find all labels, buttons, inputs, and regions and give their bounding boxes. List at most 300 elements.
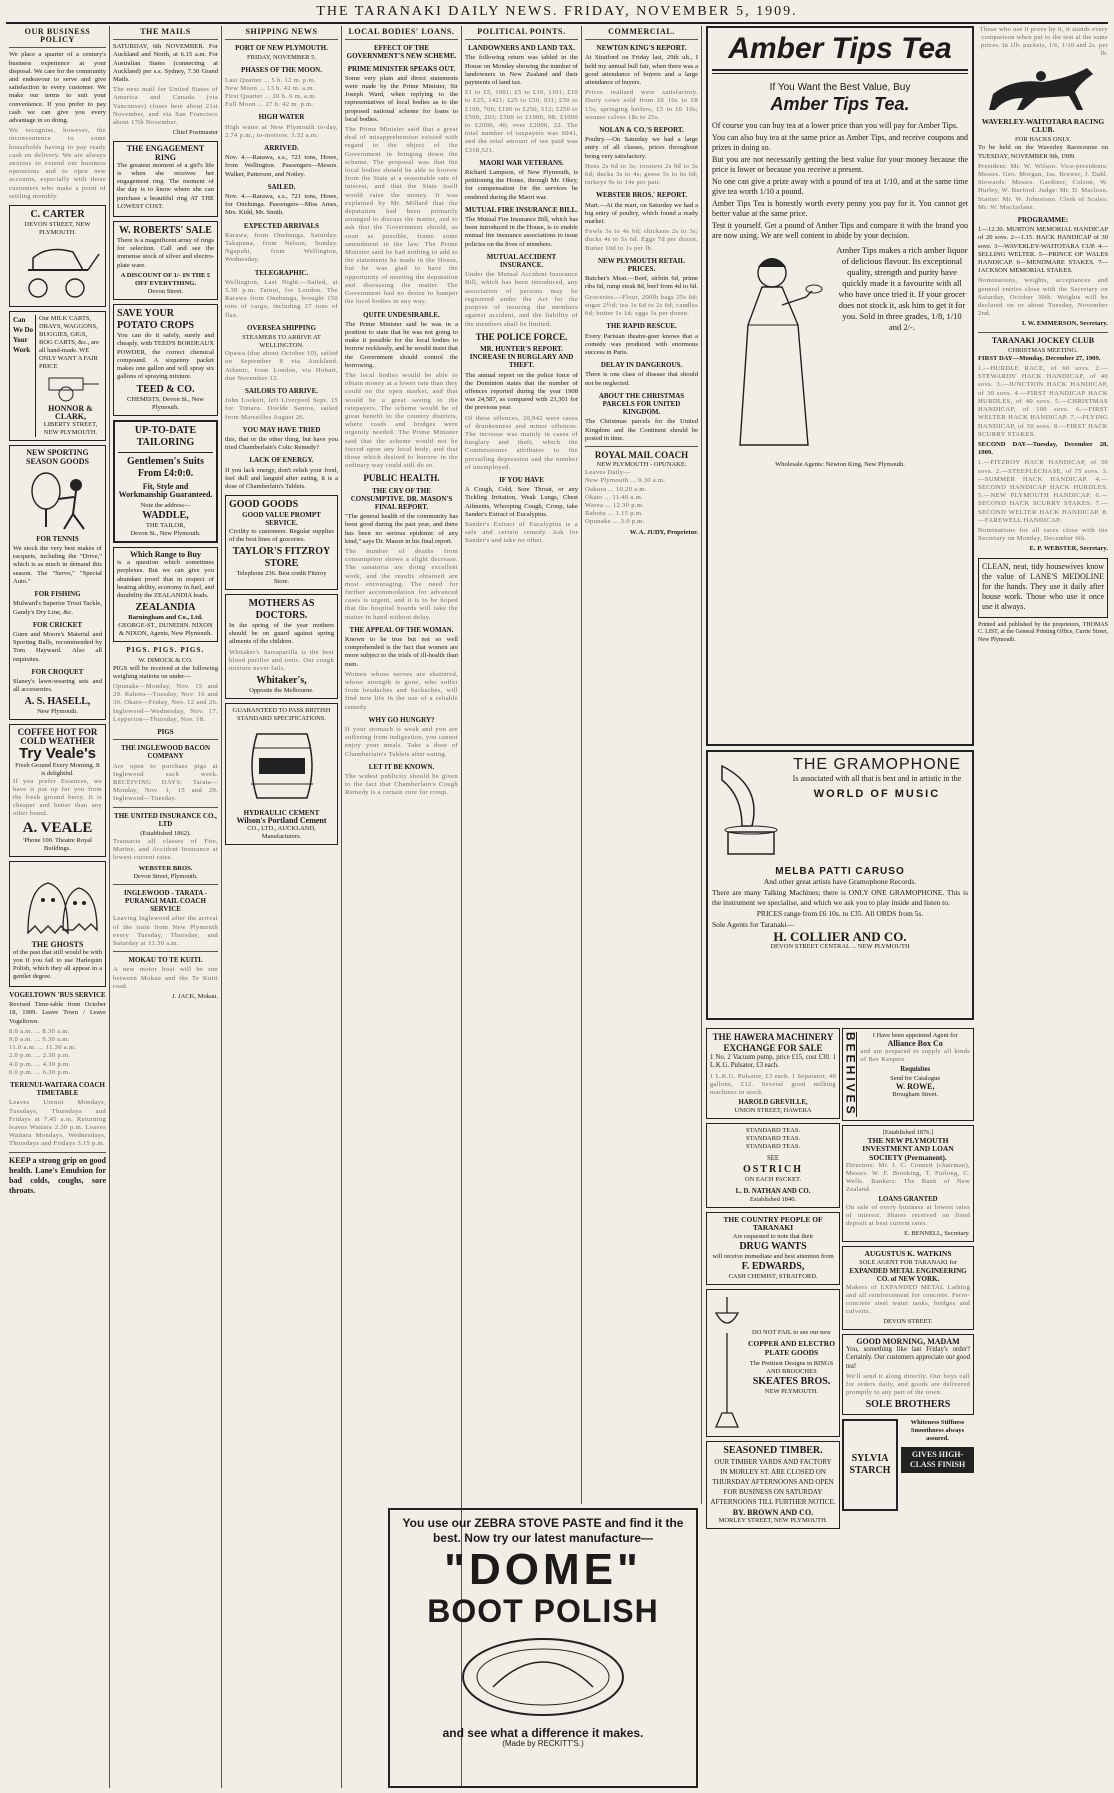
pram-illustration xyxy=(13,240,103,300)
world-of-music: WORLD OF MUSIC xyxy=(813,788,941,800)
standard-teas-3: STANDARD TEAS. xyxy=(745,1143,801,1151)
skeates-text-1: DO NOT FAIL to see our new xyxy=(752,1329,831,1337)
drug-wants: DRUG WANTS xyxy=(739,1240,807,1252)
amber-sidebar-text: Those who use it prove by it, it stands every comparison when put to the test at the same prices. In 1lb. packets, 1/6, 1/10 and 2s. per lb. xyxy=(979,26,1108,57)
skeates-designs: The Prettiest Designs in RINGS AND BROOCHES xyxy=(749,1360,834,1376)
filler-text: On sale of every business at lowest rates of interest. Shares received on fixed deposit at best current rates. xyxy=(846,1204,970,1228)
column-mails xyxy=(110,26,222,1788)
filler-text: The local bodies would be able to obtain money at a lower rate than they could on the open market, and that would be a great saving to the ratepayers. The scheme would be of great benefit to the country districts, where roads and bridges were urgently needed. The Prime Minister said that the scheme would not be forced upon any local body, and that those which desired to borrow in the ordinary way could still do so. xyxy=(345,371,458,470)
for-fishing-heading: FOR FISHING xyxy=(34,590,81,599)
if-you-have-heading: IF YOU HAVE xyxy=(499,475,544,484)
filler-text: Nominations, weights, acceptances and general entries close with the Secretary on Saturday, October 30th. Weights will be declared on or about Tuesday, November 2nd. xyxy=(978,277,1108,318)
mokau-motor-heading: MOKAU TO TE KUITI. xyxy=(128,956,203,965)
united-established: (Established 1862). xyxy=(140,829,191,837)
masthead: THE TARANAKI DAILY NEWS. FRIDAY, NOVEMBER 5, 1909. xyxy=(6,2,1108,24)
filler-text: Whitaker's Sarsaparilla is the best blood purifier and tonic. Our cough mixture never fails. xyxy=(229,648,334,672)
amber-body-3: But you are not necessarily getting the best value for your money because the price is lower or because you receive a present. xyxy=(712,155,968,174)
prime-minister-subheading: PRIME MINISTER SPEAKS OUT. xyxy=(347,64,456,73)
beehives-side-label: BEEHIVES xyxy=(843,1032,858,1117)
zealandia-brand: ZEALANDIA xyxy=(135,602,196,614)
whitakers-name: Whitaker's, xyxy=(256,674,307,686)
roberts-offer: A DISCOUNT OF 1/- IN THE £ OFF EVERYTHING. xyxy=(120,271,211,288)
good-value-sub: GOOD VALUE PROMPT SERVICE. xyxy=(242,511,321,528)
filler-text: 8.0 a.m. ... 8.30 a.m. 9.0 a.m. ... 9.30 a.m. 11.0 a.m. ... 11.30 a.m. 2.0 p.m. ... 2.30 p.m. 4.0 p.m. ... 4.30 p.m. 6.0 p.m. ... 6.30 p.m. xyxy=(9,1027,77,1076)
lady-drinking-tea-illustration xyxy=(712,245,832,455)
shipping-heading: SHIPPING NEWS xyxy=(225,26,338,40)
filler-text: We recognise, however, the inconvenience to some households having to pay ready cash on delivery. We are always anxious to extend our business operations and to open new accounts, especially with those customers who make a point of settling monthly. xyxy=(9,127,106,200)
alliance-box-name: Alliance Box Co xyxy=(887,1039,943,1048)
barningham-name: Barningham and Co., Ltd. xyxy=(128,614,203,622)
filler-text: £1 to £5, 1001; £5 to £10, 1101; £10 to £25, 1421; £25 to £50, 931; £50 to £100, 706; £100 to £250, 512; £250 to £500, 203; £500 to £1000, 98; £1000 to £2000, 40; over £2000, 22. The total number of taxpayers was 6041, and the total amount of tax paid was £318,521. xyxy=(465,89,578,154)
beehives-ad xyxy=(842,1028,974,1121)
potato-text: You can do it safely, surely and cheaply, with TEED'S BORDEAUX POWDER, the correct chemical compound. A sixpenny packet makes one gallon and will spray six gallons of spraying mixture. xyxy=(117,332,214,381)
retail-prices-subheading: NEW PLYMOUTH RETAIL PRICES. xyxy=(598,256,685,274)
ring-text: The greatest moment of a girl's life is when she receives her engagement ring. The moment of the day is to know where she can purchase a beautiful ring AT THE LOWEST COST. xyxy=(117,161,214,210)
tailoring-note: Note the address— xyxy=(140,501,191,509)
land-tax-subheading: LANDOWNERS AND LAND TAX. xyxy=(468,44,575,53)
tailoring-price: Gentlemen's Suits From £4:0:0. xyxy=(127,455,204,479)
filler-text: President: Mr. W. Wilson. Vice-presidents: Messrs. Geo. Morgan, Jas. Brewer, J. Dahl. Stewards: Messrs. Gardiner, Colson, W. Hurley, W. Burford. Judge: Mr. D. Maclean. Starter: Mr. W. Johnstone. Clerk of Scales: Mr. W. Macfarlane. xyxy=(978,162,1108,211)
rapid-rescue-text: Every Parisian theatre-goer knows that a comedy was produced with enormous success in Paris. xyxy=(585,332,698,356)
filler-text: High water at New Plymouth to-day, 2.74 p.m.; to-morrow, 3.32 a.m. xyxy=(225,123,338,139)
retail-prices-text: Butcher's Meat.—Beef, sirloin 6d, prime ribs 6d, rump steak 8d, beef from 4d to 6d. xyxy=(585,275,698,291)
waddle-tailoring-ad xyxy=(113,420,218,543)
waddle-subtitle: THE TAILOR, xyxy=(145,521,186,529)
brown-address: MORLEY STREET, NEW PLYMOUTH. xyxy=(718,1517,828,1525)
filler-text: Rarawa, from Onehunga, Saturday. Takapuna, from Nelson, Sunday. Ngapuhi, from Wellington, Wednesday. xyxy=(225,231,338,264)
investment-established: [Established 1876.] xyxy=(882,1128,934,1136)
filler-text: Leaves Urenui Mondays, Tuesdays, Thursdays and Fridays at 7.45 a.m. Returning leaves Waitara 2.30 p.m. Leaves Waitara Mondays, Wednesdays, Thursdays and Fridays 3.15 p.m. xyxy=(9,1099,106,1148)
column-racing xyxy=(978,26,1108,1788)
teed-address: CHEMISTS, Devon St., New Plymouth. xyxy=(127,395,204,411)
range-text: is a question which sometimes perplexes. But we can give you abundant proof that in respect of heating ability, economy in fuel, and durability the ZEALANDIA leads. xyxy=(117,559,214,599)
royal-mail-subheading: NEW PLYMOUTH - OPUNAKE. xyxy=(596,461,687,469)
dome-product: BOOT POLISH xyxy=(427,1593,659,1629)
filler-text: The Prime Minister said that a great deal of misapprehension existed with regard to the object of the Government in bringing down the scheme. The proposal was that the local bodies should be able to borrow from the State at a reasonable rate of interest, and that the State itself would raise the money. It was explained by Mr. Millard that the deputation had been primarily arranged to discuss the matter, and to ask that the Government should, as soon as possible, frame some amendment in the law. The Prime Minister said he had nothing to add to the statements he made in the House, but he was glad to have the opportunity of meeting the deputation and discussing the matter. The Government had no desire to hamper the local bodies in any way. xyxy=(345,126,458,306)
ghosts-heading: THE GHOSTS xyxy=(31,939,84,949)
inglewood-coach-heading: INGLEWOOD - TARATA - PURANGI MAIL COACH SERVICE xyxy=(124,888,207,914)
wilsons-cement-ad xyxy=(225,703,338,845)
filler-text: Nominations for all races close with the Secretary on Monday, December 6th. xyxy=(978,526,1108,543)
filler-text: Fowls 3s to 4s 6d; chickens 2s to 3s; ducks 4s to 5s 6d. Eggs 7d per dozen. Butter 10d to 1s per lb. xyxy=(585,228,698,252)
veale-name: A. VEALE xyxy=(22,819,93,836)
jockey-secretary: E. P. WEBSTER, Secretary. xyxy=(1029,545,1108,553)
column-small-ads-right xyxy=(842,1024,974,1788)
mails-text: SATURDAY, 6th NOVEMBER. For Auckland and North, at 6.15 a.m. For Australian States (connecting at Auckland) per s.s. Sydney, 7.30 Grand Mails. xyxy=(113,43,218,84)
skeates-address: NEW PLYMOUTH. xyxy=(764,1388,819,1396)
tried-text: this, that or the other thing, but have you tried Chamberlain's Colic Remedy? xyxy=(225,435,338,452)
roberts-heading: W. ROBERTS' SALE xyxy=(119,225,212,237)
ostrich-packet: ON EACH PACKET. xyxy=(744,1175,802,1183)
greville-address: UNION STREET, HAWERA xyxy=(734,1107,812,1115)
machinery-heading: THE HAWERA MACHINERY EXCHANGE FOR SALE xyxy=(712,1032,834,1053)
arrived-heading: ARRIVED. xyxy=(264,144,299,153)
coffee-text: Fresh Ground Every Morning. It is delightful. xyxy=(15,761,100,777)
maori-veterans-text: Richard Lampson, of New Plymouth, is petitioning the House, through Mr. Okey, for compensation for the services he rendered during the Maori war. xyxy=(465,169,578,201)
nathan-name: L. D. NATHAN AND CO. xyxy=(735,1187,811,1195)
filler-text: and am prepared to supply all kinds of Bee Keepers xyxy=(860,1048,970,1064)
filler-text: Sander's Extract of Eucalyptus is a safe and certain remedy. Ask for Sander's and take no other. xyxy=(465,520,578,545)
gramophone-ad xyxy=(706,750,974,1020)
why-hungry-heading: WHY GO HUNGRY? xyxy=(368,715,435,724)
filler-text: Directors: Mr. J. C. Connett (chairman), Messrs. W. F. Brooking, T. Furlong, C. Wells. Bankers: The Bank of New Zealand. xyxy=(846,1161,970,1193)
gramophone-title: THE GRAMOPHONE xyxy=(793,756,961,773)
jockey-first-day: FIRST DAY—Monday, December 27, 1909. xyxy=(978,354,1101,362)
amber-headline: If You Want the Best Value, Buy xyxy=(769,82,911,93)
filler-text: John Lockett, left Liverpool Sept. 15 for Timaru. Doelde Santos, sailed from Marseilles August 26. xyxy=(225,397,338,421)
printer-imprint: Printed and published by the proprietors, THOMAS C. LIST, at the General Printing Office, Currie Street, New Plymouth. xyxy=(978,621,1108,643)
veale-phone: 'Phone 100. Theatre Royal Buildings. xyxy=(23,836,92,852)
carter-name: C. CARTER xyxy=(30,209,85,221)
investment-society-ad xyxy=(842,1125,974,1243)
dome-boot-polish-ad xyxy=(388,1508,698,1788)
vogeltown-bus-text: Revised Time-table from October 18, 1909. Leave Town / Leave Vogeltown. xyxy=(9,1001,106,1025)
good-morning-madam-ad xyxy=(842,1334,974,1416)
for-tennis-heading: FOR TENNIS xyxy=(36,534,79,543)
column-commercial xyxy=(582,26,702,1504)
filler-text: A new motor boat will be run between Mokau and the Te Kuiti road. xyxy=(113,966,218,990)
amber-body-5: Amber Tips Tea is honestly worth every penny you pay for it. You cannot get better value at the same price. xyxy=(712,199,968,218)
cricket-text: Gunn and Moore's Material and Sporting Balls, recommended by Tom Hayward. Also all requisites. xyxy=(13,630,102,663)
inglewood-bacon-heading: THE INGLEWOOD BACON COMPANY xyxy=(120,744,211,761)
mothers-text: In the spring of the year mothers should be on guard against spring ailments of the children. xyxy=(229,621,334,646)
tennis-text: We stock the very best makes of racquets, including the "Drive," which is as much in demand this season. The "Servo," "Special Auto." xyxy=(13,545,102,585)
ring-heading: THE ENGAGEMENT RING xyxy=(126,144,205,162)
christmas-parcels-text: The Christmas parcels for the United Kingdom and the Continent should be posted in time. xyxy=(585,418,698,442)
mutual-fire-text: The Mutual Fire Insurance Bill, which has been introduced in the House, is to enable mutual fire insurance associations to issue policies on the lives of members. xyxy=(465,216,578,248)
cement-label: HYDRAULIC CEMENT xyxy=(243,808,320,817)
beehives-heading: I Have been appointed Agent for xyxy=(872,1032,958,1039)
honnor-address: LIBERTY STREET, NEW PLYMOUTH. xyxy=(43,421,98,437)
undesirable-subheading: QUITE UNDESIRABLE. xyxy=(363,310,440,319)
country-text: Are requested to note that their xyxy=(732,1232,814,1240)
programme-events: 1—12.30. MURTON MEMORIAL HANDICAP of 20 sovs. 2—1.15. HACK HANDICAP of 30 sovs. 3—WAVERLEY-WAITOTARA CUP. 4—SELLING WELTER. 5—PRINCE OF WALES HANDICAP. 6—MENDMARE STAKES. 7—JACKSON MEMORIAL STAKES. xyxy=(978,226,1108,275)
newton-king-text: At Stratford on Friday last, 29th ult., I held my annual bull fair, when there was a good attendance of buyers and a large attendance of buyers. xyxy=(585,54,698,87)
port-heading: PORT OF NEW PLYMOUTH. xyxy=(235,44,328,53)
filler-text: Prices realised were satisfactory. Dairy cows sold from £6 10s to £8 15s; springing heifers, £5 to £6 10s; weaner calves 18s to 25s. xyxy=(585,89,698,121)
pigs-subheading: W. DIMOCK & CO. xyxy=(138,656,193,664)
land-tax-text: The following return was tabled in the House on Monday showing the number of landowners in New Zealand and their payments of land tax. xyxy=(465,54,578,87)
lamp-illustration xyxy=(710,1293,744,1433)
timber-ad xyxy=(706,1441,840,1529)
skeates-ad xyxy=(706,1289,840,1437)
column-business xyxy=(6,26,110,1788)
amber-side-text: Amber Tips makes a rich amber liquor of delicious flavour. Its exceptional quality, strength and purity have quickly made it a favourite with all who have once tried it. If your grocer does not stock it, ask him to get it for you. Sold in three grades, 1/8, 1/10 and 2/-. xyxy=(836,245,968,332)
mothers-heading: MOTHERS AS DOCTORS. xyxy=(248,597,315,621)
sporting-heading: NEW SPORTING SEASON GOODS xyxy=(26,448,89,466)
roberts-address: Devon Street. xyxy=(147,288,184,296)
gramophone-artists: MELBA PATTI CARUSO xyxy=(775,866,905,877)
oversea-shipping-heading: OVERSEA SHIPPING xyxy=(246,323,317,332)
filler-text: Hens 2s 6d to 3s; roosters 2s 9d to 3s 6d; ducks 3s to 4s; geese 5s to 6s 6d; turkeys 9s to 14s per pair. xyxy=(585,162,698,187)
investment-secretary: E. BENNELL, Secretary. xyxy=(904,1230,970,1238)
cart-illustration xyxy=(41,374,101,402)
ostrich-brand: OSTRICH xyxy=(742,1163,804,1175)
column-small-ads-left xyxy=(706,1024,840,1788)
gramophone-prices: PRICES range from £6 10s. to £35. All ORDS from 5s. xyxy=(756,909,924,918)
commercial-heading: COMMERCIAL. xyxy=(585,26,698,40)
coffee-heading: COFFEE HOT FOR COLD WEATHER xyxy=(17,727,98,746)
sporting-goods-ad xyxy=(9,445,106,720)
standard-teas-1: STANDARD TEAS. xyxy=(745,1127,801,1135)
country-people-ad xyxy=(706,1212,840,1285)
local-bodies-heading: LOCAL BODIES' LOANS. xyxy=(345,26,458,40)
honnor-clark-ad xyxy=(9,311,106,441)
tried-heading: YOU MAY HAVE TRIED xyxy=(242,425,321,434)
filler-text: Of these offences, 20,942 were cases of drunkenness and minor offences. The increase was mainly in cases of burglary and theft, which the Commissioner attributes to the prevailing depression and the number of unemployed. xyxy=(465,414,578,471)
business-policy-heading: OUR BUSINESS POLICY xyxy=(9,26,106,48)
machinery-text: 1 No. 2 Vacuum pump, price £15, cost £30. 1 L.K.G. Pulsator, £3 each. xyxy=(710,1054,836,1070)
brown-name: BY. BROWN AND CO. xyxy=(732,1507,814,1517)
racehorse-illustration xyxy=(983,60,1103,114)
pigs-text: PIGS will be received at the following weighing stations on under— xyxy=(113,664,218,680)
machinery-exchange-ad xyxy=(706,1028,840,1119)
gramophone-agents: Sole Agents for Taranaki— xyxy=(712,920,795,929)
filler-text: The next mail for United States of America and Canada (via Vancouver) closes here about 21st November, and via San Francisco about 17th November. xyxy=(113,86,218,127)
jockey-second-day: SECOND DAY—Tuesday, December 28, 1909. xyxy=(978,440,1108,457)
amber-title: Amber Tips Tea xyxy=(728,32,952,65)
expected-arrivals-heading: EXPECTED ARRIVALS xyxy=(243,221,320,230)
engagement-ring-ad xyxy=(113,141,218,217)
oversea-subheading: STEAMERS TO ARRIVE AT WELLINGTON. xyxy=(242,334,321,350)
roberts-sale-ad xyxy=(113,221,218,300)
cement-company: CO., LTD., AUCKLAND, Manufacturers. xyxy=(247,824,316,840)
christmas-parcels-subheading: ABOUT THE CHRISTMAS PARCELS FOR UNITED KINGDOM. xyxy=(598,391,685,417)
waverley-heading: WAVERLEY-WAITOTARA RACING CLUB. xyxy=(981,117,1105,135)
range-heading: Which Range to Buy xyxy=(130,549,201,559)
timber-heading: SEASONED TIMBER. xyxy=(723,1444,823,1456)
jockey-club-subheading: CHRISTMAS MEETING. xyxy=(1008,346,1078,354)
ghosts-text: of the past that still would be with you if you fail to use Harlequin Polish, which they all appear in a gentler degree. xyxy=(13,948,102,980)
filler-text: Makers of EXPANDED METAL Lathing and all reinforcement for concrete. Ferro-concrete steel water tanks, bridges and culverts. xyxy=(846,1283,970,1315)
filler-text: If your stomach is weak and you are suffering from indigestion, you cannot enjoy your meals. Take a dose of Chamberlain's Tablets after eating. xyxy=(345,726,458,758)
amber-body-6: Test it yourself. Get a pound of Amber Tips and compare it with the brand you are now using. We are well content to abide by your decision. xyxy=(712,221,968,240)
public-health-heading: PUBLIC HEALTH. xyxy=(363,473,440,484)
filler-text: If you prefer Essences, we have it put up for you from the fresh ground berry. It is cheaper and better than any other brand. xyxy=(13,777,102,817)
rapid-rescue-subheading: THE RAPID RESCUE. xyxy=(606,322,677,331)
sailors-heading: SAILORS TO ARRIVE. xyxy=(244,386,319,395)
timber-text: OUR TIMBER YARDS AND FACTORY IN MORLEY ST. ARE CLOSED ON THURSDAY AFTERNOONS AND OPEN FOR BUSINESS ON SATURDAY AFTERNOONS TILL FURTHER NOTICE. xyxy=(710,1457,836,1506)
webster-report-text: Mart.—At the mart, on Saturday we had a big entry of poultry, which found a ready market. xyxy=(585,201,698,226)
appeal-woman-text: Known to be true but not so well comprehended is the fact that women are more subject to the trials of ill-health than men. xyxy=(345,636,458,668)
amber-body-1: Of course you can buy tea at a lower price than you will pay for Amber Tips. xyxy=(712,121,958,130)
waverley-text: To be held on the Waverley Racecourse on TUESDAY, NOVEMBER 9th, 1909. xyxy=(978,144,1108,160)
sole-brothers-name: SOLE BROTHERS xyxy=(865,1399,951,1411)
tennis-player-illustration xyxy=(18,469,98,531)
political-heading: POLITICAL POINTS. xyxy=(465,26,578,40)
accident-insurance-subheading: MUTUAL ACCIDENT INSURANCE. xyxy=(486,252,557,270)
pigs-footer: PIGS xyxy=(157,727,174,736)
filler-text: Under the Mutual Accident Insurance Bill, which has been introduced, any association of persons may be registered under the Act for the purpose of insuring the members against accident, and the liability of the members shall be limited. xyxy=(465,271,578,328)
carter-address: DEVON STREET, NEW PLYMOUTH. xyxy=(24,221,91,237)
filler-text: Women whose nerves are shattered, whose strength is gone, who suffer from headaches and backaches, will find new life in the use of a reliable remedy. xyxy=(345,670,458,711)
filler-text: 1 L.K.G. Pulsator, £3 each. 1 Separator, 40 gallons, £12. Several good milking machines in stock. xyxy=(710,1072,836,1096)
rowe-address: Brougham Street. xyxy=(892,1091,939,1099)
waddle-name: WADDLE, xyxy=(142,509,189,521)
taylors-phone: Telephone 236. Best credit Fitzroy Store. xyxy=(236,569,327,585)
barningham-agents: GEORGE-ST., DUNEDIN. NIXON & NIXON, Agents, New Plymouth. xyxy=(118,622,213,638)
royal-mail-proprietor: W. A. JUDY, Proprietor. xyxy=(629,528,698,536)
taylors-store-ad xyxy=(225,495,338,590)
filler-text: Leaves Daily— New Plymouth ... 9.30 a.m. Oakura ... 10.20 a.m. Okato ... 11.40 a.m. Warea ... 12.30 p.m. Rahotu ... 1.15 p.m. Opunake ... 3.0 p.m. xyxy=(585,469,666,526)
gramophone-line: Is associated with all that is best and in artistic in the xyxy=(792,774,962,783)
honnor-name: HONNOR & CLARK, xyxy=(48,404,93,422)
business-policy-text: We place a quarter of a century's business experience at your disposal. We care for the community and endeavour to serve and give satisfaction to every customer. We make our terms to suit your convenience. If you prefer to pay cash we can give you every advantage in so doing. xyxy=(9,51,106,125)
loans-granted: LOANS GRANTED xyxy=(878,1195,938,1203)
local-bodies-text: Some very plain and direct statements were made by the Prime Minister, Sir Joseph Ward, when replying to the representatives of local bodies as to the proposed national scheme for loans to local bodies. xyxy=(345,74,458,123)
govt-scheme-subheading: EFFECT OF THE GOVERNMENT'S NEW SCHEME. xyxy=(346,44,457,61)
roberts-text: There is a magnificent array of rings for selection. Call and see the immense stock of silver and electro-plate ware. xyxy=(117,237,214,269)
dome-tagline: and see what a difference it makes. xyxy=(442,1726,644,1740)
lanes-emulsion-ad: KEEP a strong grip on good health. Lane's Emulsion for bad colds, coughs, sore throats. xyxy=(9,1155,106,1195)
veale-coffee-ad xyxy=(9,724,106,856)
nathan-established: Established 1840. xyxy=(749,1196,797,1204)
sailed-text: Nov. 4.—Rarawa, s.s., 721 tons, Howe, for Onehunga. Passengers—Miss Ames, Mrs. Kidd, Mr. Smith. xyxy=(225,193,338,217)
arrived-text: Nov. 4.—Rarawa, s.s., 721 tons, Howe, from Wellington. Passengers—Messrs. Walker, Patterson, and Notley. xyxy=(225,154,338,178)
honnor-body: Our MILK CARTS, DRAYS, WAGGONS, BUGGIES, GIGS, BOG CARTS, &c., are all hand-made. WE ONLY WANT A FAIR PRICE xyxy=(39,315,99,371)
good-goods-heading: GOOD GOODS xyxy=(229,499,299,511)
edwards-subtitle: CASH CHEMIST, STRATFORD. xyxy=(728,1272,818,1280)
taylors-name: TAYLOR'S FITZROY STORE xyxy=(232,545,331,569)
country-heading: THE COUNTRY PEOPLE OF TARANAKI xyxy=(723,1215,823,1233)
watkins-subtitle: SOLE AGENT FOR TARANAKI for xyxy=(859,1258,957,1266)
cement-guarantee: GUARANTEED TO PASS BRITISH STANDARD SPECIFICATIONS. xyxy=(232,706,331,722)
column-political xyxy=(462,26,582,1504)
carter-ad xyxy=(9,205,106,307)
public-health-text: "The general health of the community has been good during the past year, and there has been no serious epidemic of any kind," says Dr. Mason in his final report. xyxy=(345,513,458,545)
rowe-name: W. ROWE, xyxy=(895,1081,935,1091)
filler-text: The number of deaths from consumption shows a slight decrease. The sanatoria are doing excellent work, and the results obtained are most encouraging. The need for further accommodation for advanced cases is urgent, and it is to be hoped that the hospital boards will take the matter in hand without delay. xyxy=(345,547,458,621)
fishing-text: Mulward's Superior Trout Tackle, Gandy's Dry Line, &c. xyxy=(13,600,102,616)
ghosts-illustration xyxy=(13,868,103,938)
filler-text: Last Quarter ... 5 h. 12 m. p.m. New Moon ... 13 h. 42 m. a.m. First Quarter ... 20 h. 6 m. a.m. Full Moon ... 27 h. 42 m. p.m. xyxy=(225,76,317,109)
delay-text: There is one class of disease that should not be neglected. xyxy=(585,371,698,387)
edwards-name: F. EDWARDS, xyxy=(741,1260,805,1272)
united-address: Devon Street, Plymouth. xyxy=(133,872,198,880)
shipping-date: FRIDAY, NOVEMBER 5. xyxy=(247,54,316,62)
high-water-heading: HIGH WATER xyxy=(258,113,305,122)
zealandia-range-ad xyxy=(113,547,218,642)
moon-phases-heading: PHASES OF THE MOON. xyxy=(241,66,322,75)
watkins-address: DEVON STREET. xyxy=(883,1317,933,1325)
programme-heading: PROGRAMME: xyxy=(1017,216,1069,225)
sylvia-tag-2: GIVES HIGH-CLASS FINISH xyxy=(901,1447,974,1473)
standard-teas-2: STANDARD TEAS. xyxy=(745,1135,801,1143)
mails-heading: THE MAILS xyxy=(113,26,218,40)
gramophone-and: And other great artists have Gramophone Records. xyxy=(763,877,917,886)
filler-text: Wellington, Last Night.—Sailed, at 5.30 p.m. Tainui, for London. The Rarawa from Onehunga, brought 150 tons of cargo, including 27 tons of flax. xyxy=(225,278,338,319)
collier-address: DEVON STREET CENTRAL ... NEW PLYMOUTH xyxy=(770,943,910,950)
police-text: The annual report on the police force of the Dominion states that the number of offences reported during the year 1908 was 24,587, as compared with 23,301 for the previous year. xyxy=(465,371,578,412)
skeates-name: SKEATES BROS. xyxy=(752,1376,831,1388)
filler-text: Opunake—Monday, Nov. 15 and 29. Rahotu—Tuesday, Nov. 16 and 30. Okato—Friday, Nov. 12 and 26. Inglewood—Wednesday, Nov. 17. Lepperton—Thursday, Nov. 18. xyxy=(113,682,218,723)
sylvia-brand: SYLVIA STARCH xyxy=(849,1453,891,1477)
country-attention: will receive immediate and best attention from xyxy=(712,1252,834,1260)
potato-heading: SAVE YOUR POTATO CROPS xyxy=(117,308,194,332)
lanes-medoline-ad xyxy=(978,558,1108,618)
whitakers-mothers-ad xyxy=(225,594,338,699)
appeal-woman-heading: THE APPEAL OF THE WOMAN. xyxy=(349,625,454,634)
watkins-name: AUGUSTUS K. WATKINS xyxy=(864,1249,952,1259)
lanes-medoline-text: CLEAN, neat, tidy housewives know the value of LANE'S MEDOLINE for the hands. They use it daily after house work. Those who use it once use it always. xyxy=(982,561,1104,611)
maori-veterans-subheading: MAORI WAR VETERANS. xyxy=(479,158,564,167)
madam-heading: GOOD MORNING, MADAM xyxy=(856,1336,960,1346)
gramophone-text: There are many Talking Machines; there is ONLY ONE GRAMOPHONE. This is the instrument we specialise, and which we ask you to play inside and listen to. xyxy=(712,888,968,907)
amber-body-4: No one can give a prize away with a pound of tea at 1/10, and at the same time give tea worth 1/10 a pound. xyxy=(712,177,968,196)
terenui-coach-heading: TERENUI-WAITARA COACH TIMETABLE xyxy=(10,1080,105,1098)
pigs-heading: PIGS. PIGS. PIGS. xyxy=(126,646,205,655)
police-subheading: MR. HUNTER'S REPORT. INCREASE IN BURGLARY AND THEFT. xyxy=(469,344,574,370)
teed-name: TEED & CO. xyxy=(136,383,195,395)
amber-body-2: You can also buy tea at the same price as Amber Tips, and receive coupons and prizes in doing so. xyxy=(712,133,968,152)
filler-text: 1.—FITZROY HACK HANDICAP, of 30 sovs. 2.—STEEPLECHASE, of 75 sovs. 3.—SUMMER HACK HANDICAP. 4.—SECOND HANDICAP HACK HURDLES. 5.—NEW PLYMOUTH HANDICAP. 6.—SECOND HACK SCURRY STAKES. 7.—SECOND WELTER HACK HANDICAP. 8.—FAREWELL HANDICAP. xyxy=(978,459,1108,524)
dome-maker: (Made by RECKITT'S.) xyxy=(502,1739,584,1748)
good-goods-text: Civility to customers. Regular supplies of the best lines of groceries. xyxy=(229,527,334,543)
for-cricket-heading: FOR CRICKET xyxy=(32,620,83,629)
croquet-text: Slaney's lawn-wearing sets and all accessories. xyxy=(13,677,102,694)
waddle-address: Devon St., New Plymouth. xyxy=(130,529,201,537)
if-you-have-text: A Cough, Cold, Sore Throat, or any Tickling Irritation, Weak Lungs, Chest Ailments, Whooping Cough, Croup, take Sander's Extract of Eucalyptus. xyxy=(465,486,578,518)
united-agent: WEBSTER BROS. xyxy=(138,864,193,872)
beehives-send: Send for Catalogue xyxy=(890,1074,941,1082)
tailoring-guarantee: Fit, Style and Workmanship Guaranteed. xyxy=(118,481,213,499)
watkins-line: EXPANDED METAL ENGINEERING CO. of NEW YORK. xyxy=(849,1266,967,1284)
teed-potato-ad xyxy=(113,304,218,415)
filler-text: Groceries.—Flour, 200lb bags 25s 6d; sugar 2½d; tea 1s 6d to 2s 6d; candles 6d; butter 1s 1d; eggs 1s per dozen. xyxy=(585,293,698,318)
telegraphic-heading: TELEGRAPHIC. xyxy=(254,268,309,277)
filler-text: 1.—HURDLE RACE, of 60 sovs. 2.—STEWARDS' HACK HANDICAP, of 40 sovs. 3.—JUNCTION HACK HANDICAP, of 30 sovs. 4.—FIRST HANDICAP HACK HURDLES, of 40 sovs. 5.—CHRISTMAS HANDICAP, of 100 sovs. 6.—FIRST WELTER HACK HANDICAP. 7.—FLYING HANDICAP, of 50 sovs. 8.—FIRST HACK SCURRY STAKES. xyxy=(978,365,1108,438)
tailoring-heading: UP-TO-DATE TAILORING xyxy=(134,424,197,448)
honnor-side-text: Can We Do Your Work xyxy=(13,315,36,437)
delay-subheading: DELAY IN DANGEROUS. xyxy=(600,361,683,370)
column-shipping xyxy=(222,26,342,1788)
filler-text: Transacts all classes of Fire, Marine, and Accident Insurance at lowest current rates. xyxy=(113,837,218,862)
investment-heading: THE NEW PLYMOUTH INVESTMENT AND LOAN SOCIETY (Permanent). xyxy=(862,1135,954,1162)
hasell-name: A. S. HASELL, xyxy=(24,696,91,708)
skeates-text-2: COPPER AND ELECTRO PLATE GOODS xyxy=(747,1339,836,1357)
lack-energy-text: If you lack energy, don't relish your food, feel dull and languid after eating, it is a dose of Chamberlain's Tablets. xyxy=(225,466,338,490)
waverley-subheading: FOR HACKS ONLY. xyxy=(1014,136,1072,144)
beehives-requisites: Requisites xyxy=(900,1066,931,1074)
vogeltown-bus-heading: VOGELTOWN 'BUS SERVICE xyxy=(9,990,106,999)
dome-intro: You use our ZEBRA STOVE PASTE and find it the best. Now try our latest manufacture— xyxy=(402,1516,684,1545)
mokau-proprietor: J. JACK, Mokau. xyxy=(172,993,218,1001)
sylvia-starch-box xyxy=(842,1419,898,1511)
consumptive-subheading: THE CRY OF THE CONSUMPTIVE. DR. MASON'S FINAL REPORT. xyxy=(350,486,453,511)
cement-barrel-illustration xyxy=(237,726,327,806)
newton-king-subheading: NEWTON KING'S REPORT. xyxy=(596,44,687,53)
filler-text: Are open to purchase pigs at Inglewood each week. RECEIVING DAYS: Tarata—Monday, Nov. 1, 15 and 29. Inglewood—Tuesday. xyxy=(113,762,218,803)
filler-text: Leaving Inglewood after the arrival of the train from New Plymouth every Tuesday, Thursday, and Saturday at 11.30 a.m. xyxy=(113,915,218,948)
nolan-text: Poultry.—On Saturday we had a large entry of all classes, prices throughout being very satisfactory. xyxy=(585,136,698,160)
sailed-heading: SAILED. xyxy=(267,182,296,191)
royal-mail-heading: ROYAL MAIL COACH xyxy=(594,449,689,460)
united-insurance-heading: THE UNITED INSURANCE CO., LTD xyxy=(114,811,217,828)
amber-tips-ad xyxy=(706,26,974,746)
mutual-fire-subheading: MUTUAL FIRE INSURANCE BILL. xyxy=(465,205,578,214)
gramophone-illustration xyxy=(712,756,782,866)
polish-tin-illustration xyxy=(443,1632,643,1722)
collier-name: H. COLLIER AND CO. xyxy=(773,929,907,944)
filler-text: Opawa (due about October 10), sailed on September 8 via Auckland. Athenic, from London, via Hobart, due November 12. xyxy=(225,350,338,382)
watkins-ad xyxy=(842,1246,974,1329)
dome-brand: "DOME" xyxy=(444,1545,642,1594)
jockey-club-heading: TARANAKI JOCKEY CLUB xyxy=(991,335,1095,345)
undesirable-text: The Prime Minister said he was in a position to state that he was not going to make it possible for the local bodies to borrow recklessly, and he would insist that the Government should control the borrowing. xyxy=(345,320,458,369)
sylvia-starch-ad xyxy=(842,1419,974,1511)
webster-report-subheading: WEBSTER BROS.' REPORT. xyxy=(595,191,688,200)
ostrich-tea-ad xyxy=(706,1123,840,1208)
